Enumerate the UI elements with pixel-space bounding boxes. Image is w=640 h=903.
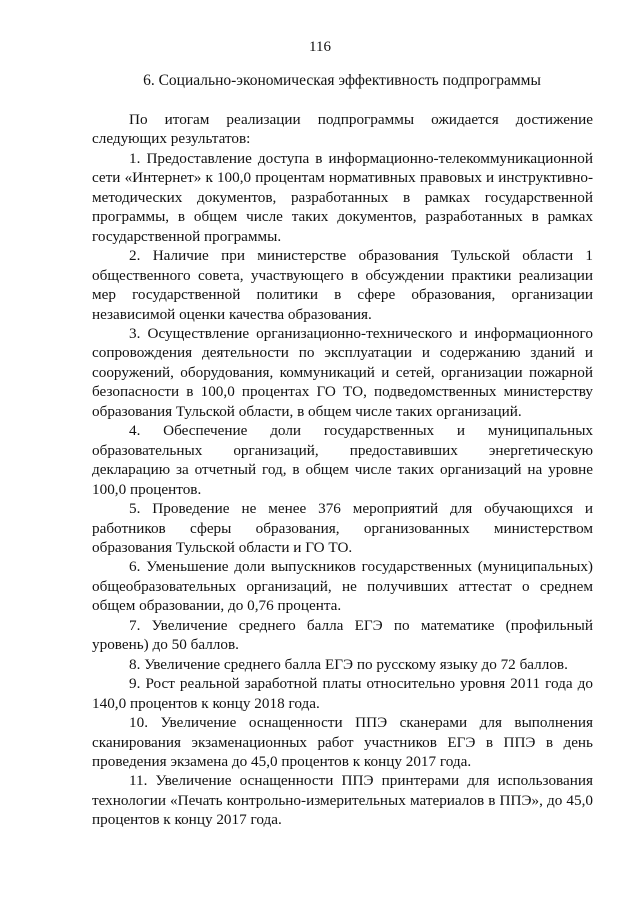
result-item-11: 11. Увеличение оснащенности ППЭ принтерами для использования технологии «Печать контрольно-измерительных материалов в ППЭ», до 45,0 процентов к концу 2017 года.: [92, 772, 593, 829]
intro-paragraph: По итогам реализации подпрограммы ожидается достижение следующих результатов:: [92, 111, 593, 148]
page-number: 116: [309, 39, 331, 55]
result-item-7: 7. Увеличение среднего балла ЕГЭ по математике (профильный уровень) до 50 баллов.: [92, 616, 593, 654]
result-item-9: 9. Рост реальной заработной платы относительно уровня 2011 года до 140,0 процентов к концу 2018 года.: [92, 675, 593, 712]
result-item-2: 2. Наличие при министерстве образования Тульской области 1 общественного совета, участвующего в обсуждении практики реализации мер государственной политики в сфере образования, организации независимой оценки качества образования.: [92, 247, 593, 323]
result-item-10: 10. Увеличение оснащенности ППЭ сканерами для выполнения сканирования экзаменационных работ участников ЕГЭ в ППЭ в день проведения экзамена до 45,0 процентов к концу 2017 года.: [92, 714, 593, 770]
result-item-1: 1. Предоставление доступа в информационно-телекоммуникационной сети «Интернет» к 100,0 процентам нормативных правовых и инструктивно-методических документов, разработанных в рамках государственной программы, в общем числе таких документов, разработанных в рамках государственной программы.: [92, 149, 593, 245]
result-item-8: 8. Увеличение среднего балла ЕГЭ по русскому языку до 72 баллов.: [129, 655, 568, 673]
section-title: 6. Социально-экономическая эффективность подпрограммы: [143, 72, 541, 89]
result-item-3: 3. Осуществление организационно-технического и информационного сопровождения деятельности по эксплуатации и содержанию зданий и сооружений, оборудования, коммуникаций и сетей, организации пожарной безопасности в 100,0 процентах ГО ТО, подведомственных министерству образования Тульской области, в общем числе таких организаций.: [92, 324, 593, 420]
result-item-4: 4. Обеспечение доли государственных и муниципальных образовательных организаций, предоставивших энергетическую декларацию за отчетный год, в общем числе таких организаций на уровне 100,0 процентов.: [92, 422, 593, 498]
result-item-5: 5. Проведение не менее 376 мероприятий для обучающихся и работников сферы образования, организованных министерством образования Тульской области и ГО ТО.: [92, 500, 593, 556]
document-body: [92, 110, 593, 830]
result-item-6: 6. Уменьшение доли выпускников государственных (муниципальных) общеобразовательных организаций, не получивших аттестат о среднем общем образовании, до 0,76 процента.: [92, 558, 593, 615]
